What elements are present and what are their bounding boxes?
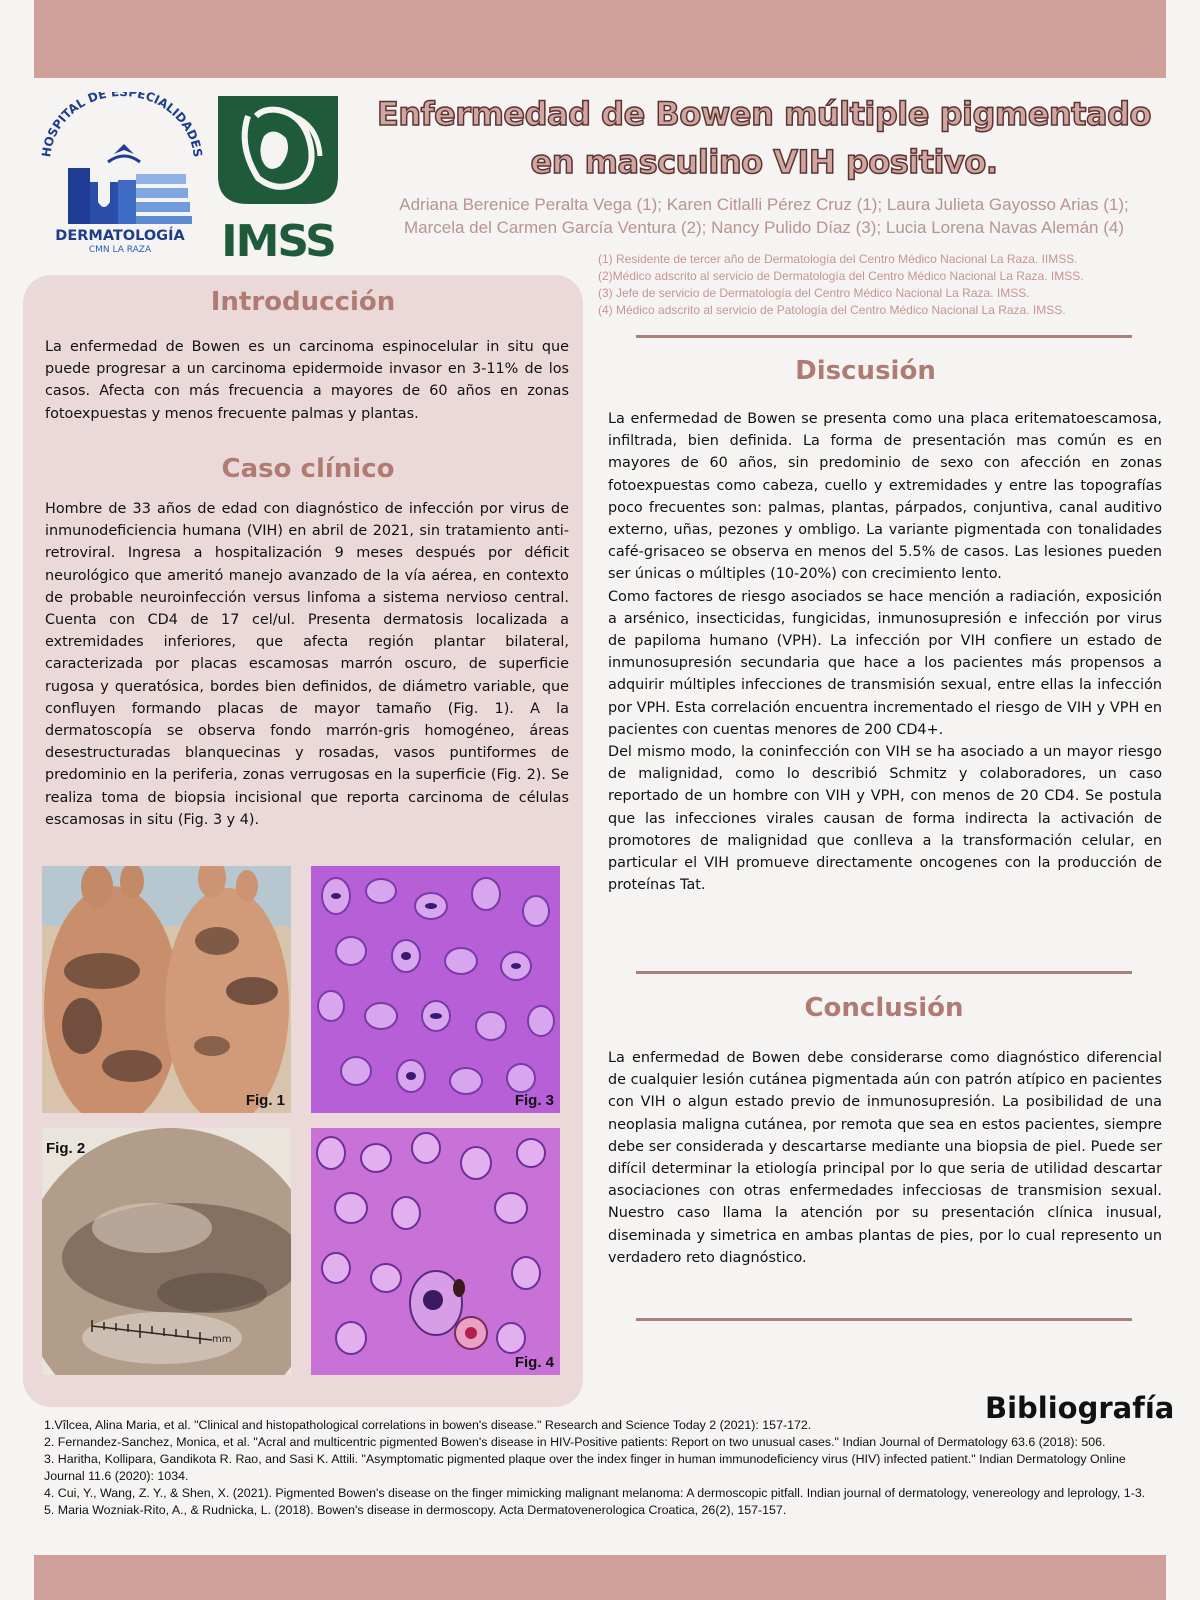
hospital-logo-sub-text: CMN LA RAZA (88, 245, 152, 255)
intro-heading: Introducción (210, 287, 396, 317)
reference-5: 5. Maria Wozniak-Rito, A., & Rudnicka, L. (2018). Bowen's disease in dermoscopy. Acta Dermatovenerologica Croatica, 26(2), 157-157. (44, 1503, 787, 1517)
caso-text: Hombre de 33 años de edad con diagnóstico de infección por virus de inmunodeficiencia humana (VIH) en abril de 2021, sin tratamiento anti-retroviral. Ingresa a hospitalización 9 meses después por déficit neurológico que ameritó manejo avanzado de la vía aérea, en contexto de probable neuroinfección versus linfoma a sistema nervioso central. Cuenta con CD4 de 17 cel/ul. Presenta dermatosis localizada a extremidades inferiores, que afecta región plantar bilateral, caracterizada por placas escamosas marrón oscuro, de superficie rugosa y queratósica, bordes bien definidos, de diámetro variable, que confluyen formando placas de mayor tamaño (Fig. 1). A la dermatoscopía se observa fondo marrón-gris homogéneo, áreas desestructuradas blanquecinas y rosadas, vasos puntiformes de predominio en la periferia, zonas verrugosas en la superficie (Fig. 2). Se realiza toma de biopsia incisional que reporta carcinoma de células escamosas in situ (Fig. 3 y 4). (45, 501, 569, 828)
figure-2-scale-unit: mm (212, 1334, 232, 1345)
figure-3-histology-photo (311, 866, 560, 1113)
affiliation-1: (1) Residente de tercer año de Dermatología del Centro Médico Nacional La Raza. IIMSS. (598, 252, 1078, 266)
title-line-1: Enfermedad de Bowen múltiple pigmentado (377, 95, 1151, 133)
affiliation-4: (4) Médico adscrito al servicio de Patología del Centro Médico Nacional La Raza. IMSS. (598, 303, 1066, 317)
figure-1-label: Fig. 1 (245, 1092, 285, 1109)
figure-2-label: Fig. 2 (46, 1140, 86, 1157)
poster-title (356, 90, 1172, 186)
imss-logo-text: IMSS (221, 216, 335, 261)
discusion-paragraph-2: Como factores de riesgo asociados se hace mención a radiación, exposición a arsénico, insecticidas, fungicidas, inmunosupresión e infección por virus de papiloma humano (VPH). La infección por VIH confiere un estado de inmunosupresión secundaria que hace a los pacientes más propensos a adquirir múltiples infecciones de transmisión sexual, entre ellas la infección por VPH. Esta correlación encuentra incrementado el riesgo de VIH y VPH en pacientes con cuentas menores de 200 CD4+. (608, 588, 1162, 738)
figure-1-clinical-photo (42, 866, 291, 1113)
authors-line-2: Marcela del Carmen García Ventura (2); Nancy Pulido Díaz (3); Lucia Lorena Navas Alemán (4) (404, 218, 1124, 237)
reference-4: 4. Cui, Y., Wang, Z. Y., & Shen, X. (2021). Pigmented Bowen's disease on the finger mimicking malignant melanoma: A dermoscopic pitfall. Indian journal of dermatology, venereology and leprology, 1-3. (44, 1486, 1146, 1500)
conclusion-heading: Conclusión (804, 993, 964, 1023)
discusion-paragraph-3: Del mismo modo, la coninfección con VIH se ha asociado a un mayor riesgo de malignidad, como lo describió Schmitz y colaboradores, un caso reportado de un hombre con VIH y VPH, con menos de 20 CD4. Se postula que las infecciones virales causan de forma indirecta la activación de promotores de malignidad que conlleva a la transformación celular, en particular el VIH promueve directamente oncogenes con la producción de proteínas Tat. (608, 744, 1162, 894)
references-list (44, 1417, 1154, 1519)
title-line-2: en masculino VIH positivo. (530, 143, 998, 181)
affiliation-3: (3) Jefe de servicio de Dermatología del Centro Médico Nacional La Raza. IMSS. (598, 286, 1030, 300)
authors (356, 193, 1172, 239)
imss-logo (208, 86, 348, 261)
divider-1 (636, 335, 1132, 338)
figure-2-dermoscopy-photo (42, 1128, 291, 1375)
hospital-logo-main-text: DERMATOLOGÍA (55, 228, 185, 244)
divider-2 (636, 971, 1132, 974)
bibliografia-heading: Bibliografía (985, 1391, 1175, 1425)
hospital-logo (38, 92, 203, 257)
divider-3 (636, 1318, 1132, 1321)
figure-4-label: Fig. 4 (514, 1354, 554, 1371)
discusion-body (608, 408, 1162, 896)
intro-text: La enfermedad de Bowen es un carcinoma espinocelular in situ que puede progresar a un carcinoma epidermoide invasor en 3-11% de los casos. Afecta con más frecuencia a mayores de 60 años en zonas fotoexpuestas y menos frecuente palmas y plantas. (45, 339, 569, 422)
affiliations (598, 251, 1178, 319)
figure-4-histology-photo (311, 1128, 560, 1375)
hospital-logo-arc-text: HOSPITAL DE ESPECIALIDADE (39, 92, 203, 159)
caso-heading: Caso clínico (221, 454, 395, 484)
reference-2: 2. Fernandez-Sanchez, Monica, et al. "Acral and multicentric pigmented Bowen's disease in HIV-Positive patients: Report on two unusual cases." Indian Journal of Dermatology 63.6 (2018): 506. (44, 1435, 1106, 1449)
reference-3: 3. Haritha, Kollipara, Gandikota R. Rao, and Sasi K. Attili. "Asymptomatic pigmented plaque over the index finger in human immunodeficiency virus (HIV) infected patient." Indian Dermatology Online Journal 11.6 (2020): 1034. (44, 1452, 1126, 1483)
authors-line-1: Adriana Berenice Peralta Vega (1); Karen Citlalli Pérez Cruz (1); Laura Julieta Gayosso Arias (1); (399, 195, 1129, 214)
discusion-paragraph-1: La enfermedad de Bowen se presenta como una placa eritematoescamosa, infiltrada, bien definida. La forma de presentación mas común es en mayores de 60 años, sin predominio de sexo con afección en zonas fotoexpuestas como cabeza, cuello y extremidades y entre las topografías poco frecuentes son: palmas, plantas, párpados, conjuntiva, canal auditivo externo, uñas, pezones y ombligo. La variante pigmentada con tonalidades café-grisaceo se observa en menos del 5.5% de casos. Las lesiones pueden ser únicas o múltiples (10-20%) con crecimiento lento. (608, 411, 1162, 583)
top-band (34, 0, 1166, 78)
discusion-heading: Discusión (795, 356, 936, 386)
reference-1: 1.Vîlcea, Alina Maria, et al. "Clinical and histopathological correlations in bowen's disease." Research and Science Today 2 (2021): 157-172. (44, 1418, 812, 1432)
figure-3-label: Fig. 3 (514, 1092, 554, 1109)
bottom-band (34, 1555, 1166, 1600)
affiliation-2: (2)Médico adscrito al servicio de Dermatología del Centro Médico Nacional La Raza. IMSS. (598, 269, 1084, 283)
conclusion-text: La enfermedad de Bowen debe considerarse como diagnóstico diferencial de cualquier lesión cutánea pigmentada aún con patrón atípico en pacientes con VIH o algun estado previo de inmunosupresión. La posibilidad de una neoplasia maligna cutánea, por remota que sea en estos pacientes, siempre debe ser considerada y descartarse mediante una biopsia de piel. Puede ser difícil determinar la etiología principal por lo que seria de utilidad descartar asociaciones con otras enfermedades infecciosas de transmision sexual. Nuestro caso llama la atención por su presentación clínica inusual, diseminada y simetrica en ambas plantas de pies, por lo cual represento un verdadero reto diagnóstico. (608, 1050, 1162, 1266)
